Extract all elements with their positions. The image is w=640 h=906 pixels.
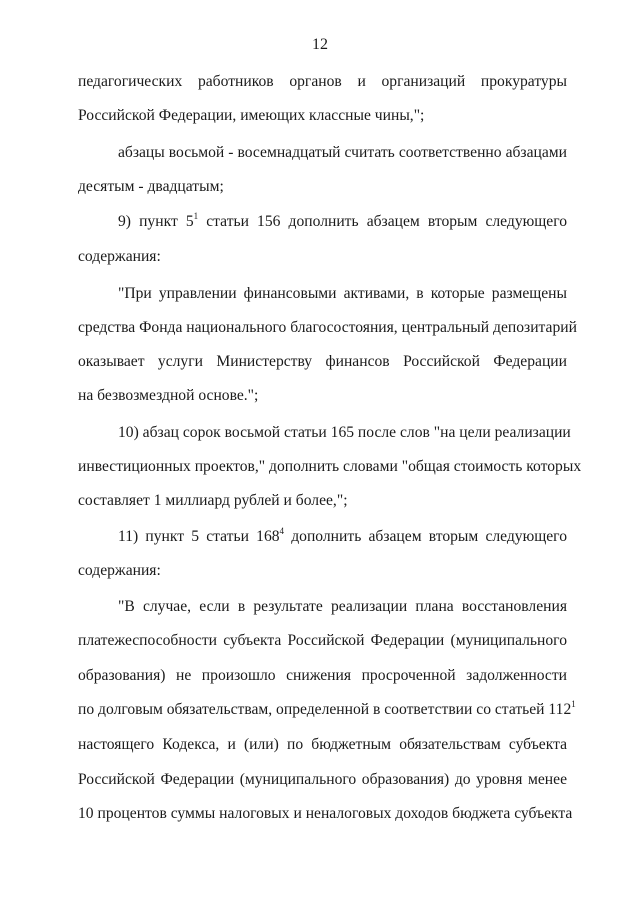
paragraph-first-line: "В случае, если в результате реализации плана восстановления — [118, 598, 567, 615]
text-line: оказывает услуги Министерству финансов Российской Федерации — [78, 353, 567, 370]
superscript: 1 — [193, 211, 199, 221]
page-number: 12 — [312, 36, 328, 53]
text-line: Российской Федерации, имеющих классные чины,"; — [78, 107, 425, 124]
paragraph-first-line — [118, 212, 567, 232]
text-span: дополнить абзацем вторым следующего — [284, 528, 567, 545]
text-span: 11) пункт 5 статьи 168 — [118, 528, 280, 545]
paragraph-first-line: абзацы восьмой - восемнадцатый считать соответственно абзацами — [118, 144, 567, 161]
text-line: Российской Федерации (муниципального образования) до уровня менее — [78, 771, 567, 788]
text-span: 9) пункт 5 — [118, 213, 194, 230]
text-line: образования) не произошло снижения просроченной задолженности — [78, 667, 567, 684]
text-span: статьи 156 дополнить абзацем вторым следующего — [198, 213, 568, 230]
text-line — [78, 699, 576, 720]
paragraph-first-line — [118, 527, 567, 547]
text-line: платежеспособности субъекта Российской Федерации (муниципального — [78, 632, 567, 649]
text-line: инвестиционных проектов," дополнить словами "общая стоимость которых — [78, 458, 582, 475]
text-line: педагогических работников органов и организаций прокуратуры — [78, 73, 567, 90]
superscript: 4 — [279, 526, 285, 536]
text-span: по долговым обязательствам, определенной в соответствии со статьей 112 — [78, 701, 572, 718]
text-line: содержания: — [78, 248, 161, 265]
text-line: содержания: — [78, 562, 161, 579]
text-line: 10 процентов суммы налоговых и неналоговых доходов бюджета субъекта — [78, 805, 573, 822]
text-line: на безвозмездной основе."; — [78, 387, 259, 404]
paragraph-first-line: 10) абзац сорок восьмой статьи 165 после слов "на цели реализации — [118, 424, 571, 441]
superscript: 1 — [571, 699, 576, 709]
text-line: составляет 1 миллиард рублей и более,"; — [78, 492, 348, 509]
text-line: десятым - двадцатым; — [78, 178, 224, 195]
text-line: настоящего Кодекса, и (или) по бюджетным обязательствам субъекта — [78, 736, 567, 753]
paragraph-first-line: "При управлении финансовыми активами, в которые размещены — [118, 285, 567, 302]
text-line: средства Фонда национального благосостояния, центральный депозитарий — [78, 319, 577, 336]
